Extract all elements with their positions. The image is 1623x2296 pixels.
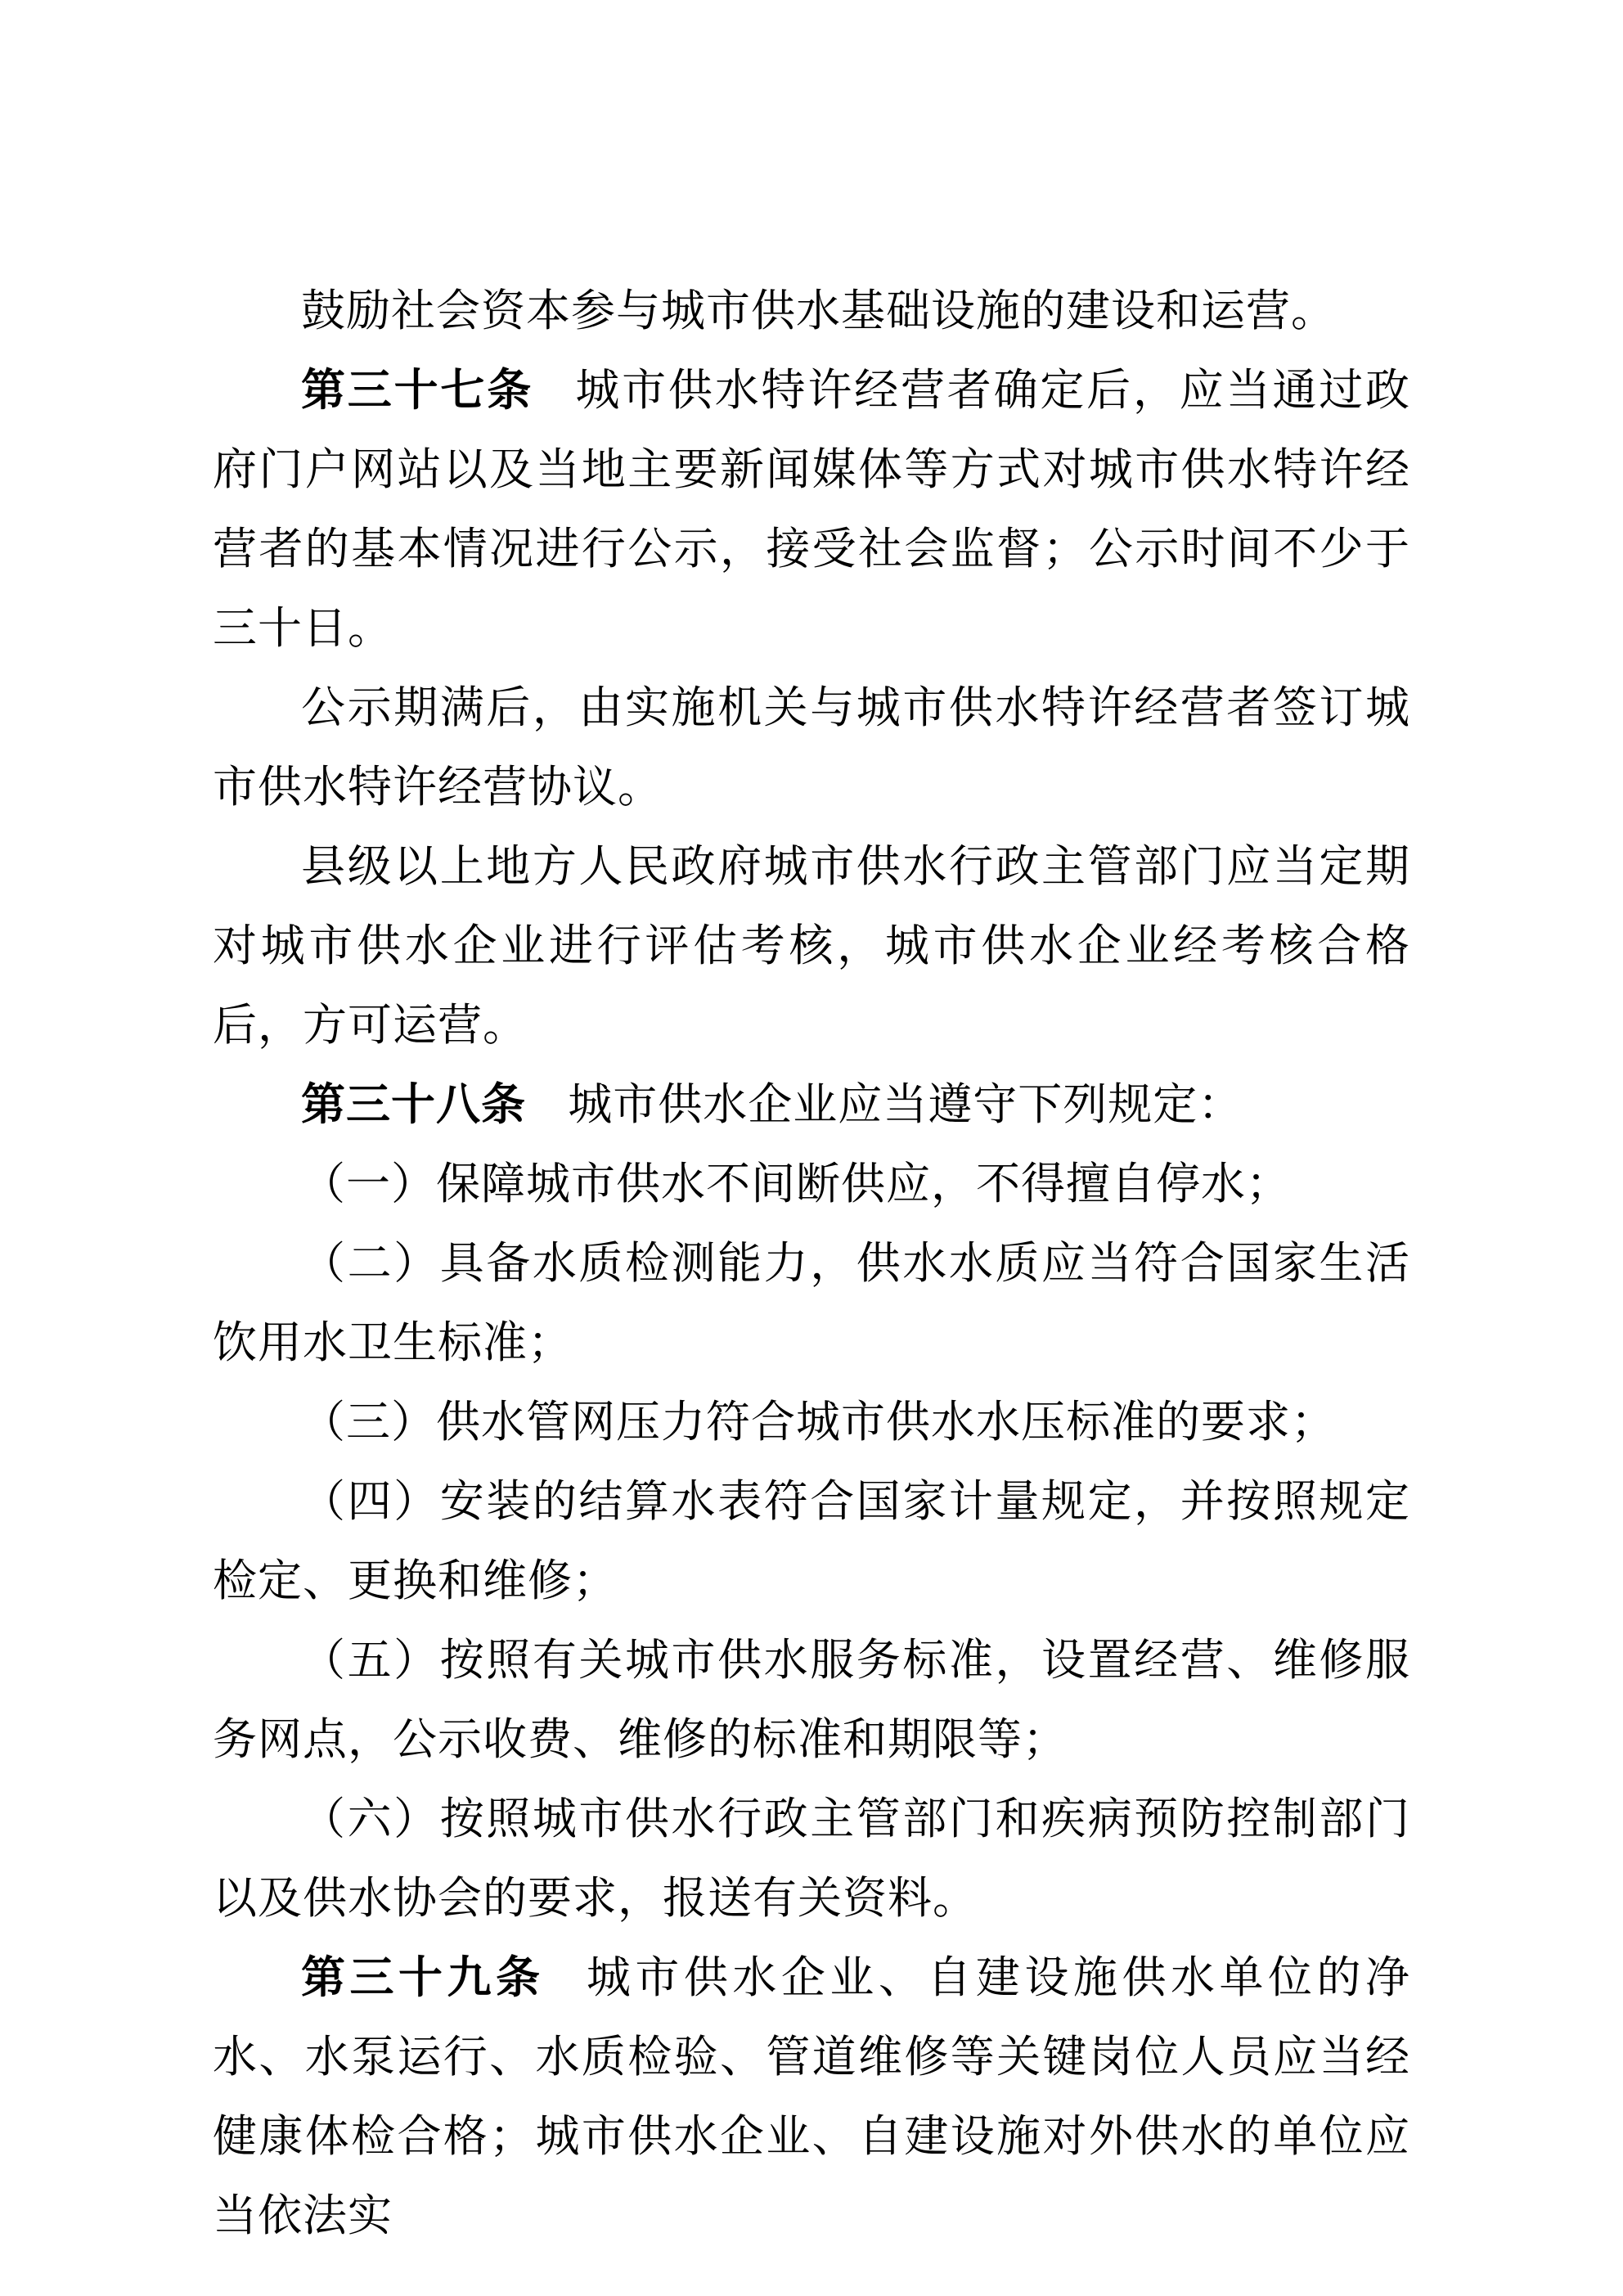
paragraph-text: （二）具备水质检测能力，供水水质应当符合国家生活饮用水卫生标准； — [213, 1239, 1410, 1367]
paragraph-item-5 — [213, 1621, 1410, 1780]
paragraph-text: （五）按照有关城市供水服务标准，设置经营、维修服务网点，公示收费、维修的标准和期限等； — [213, 1636, 1410, 1764]
paragraph-item-2 — [213, 1224, 1410, 1383]
paragraph-text: 城市供水企业应当遵守下列规定： — [568, 1080, 1243, 1129]
article-number: 第三十七条 — [301, 366, 534, 415]
paragraph-item-6 — [213, 1780, 1410, 1938]
paragraph-article-38 — [213, 1065, 1410, 1145]
paragraph-item-1 — [213, 1145, 1410, 1224]
paragraph-item-4 — [213, 1462, 1410, 1621]
paragraph-text: 鼓励社会资本参与城市供水基础设施的建设和运营。 — [301, 286, 1336, 335]
paragraph — [213, 669, 1410, 827]
paragraph-article-37 — [213, 351, 1410, 669]
paragraph-article-39 — [213, 1938, 1410, 2256]
paragraph-item-3 — [213, 1383, 1410, 1462]
paragraph — [213, 272, 1410, 351]
document-text-block — [213, 272, 1410, 2256]
article-number: 第三十八条 — [301, 1080, 526, 1129]
paragraph-text: 县级以上地方人民政府城市供水行政主管部门应当定期对城市供水企业进行评估考核，城市供水企业经考核合格后，方可运营。 — [213, 842, 1410, 1050]
paragraph-text: 城市供水特许经营者确定后，应当通过政府门户网站以及当地主要新闻媒体等方式对城市供水特许经营者的基本情况进行公示，接受社会监督；公示时间不少于三十日。 — [213, 366, 1411, 653]
paragraph-text: （三）供水管网压力符合城市供水水压标准的要求； — [301, 1398, 1336, 1447]
article-number: 第三十九条 — [301, 1953, 545, 2002]
paragraph-text: （四）安装的结算水表符合国家计量规定，并按照规定检定、更换和维修； — [213, 1477, 1410, 1605]
paragraph-text: （一）保障城市供水不间断供应，不得擅自停水； — [301, 1159, 1291, 1209]
paragraph — [213, 827, 1410, 1065]
paragraph-text: 公示期满后，由实施机关与城市供水特许经营者签订城市供水特许经营协议。 — [213, 683, 1410, 812]
paragraph-text: （六）按照城市供水行政主管部门和疾病预防控制部门以及供水协会的要求，报送有关资料。 — [213, 1794, 1410, 1923]
paragraph-text: 城市供水企业、自建设施供水单位的净水、水泵运行、水质检验、管道维修等关键岗位人员应当经健康体检合格；城市供水企业、自建设施对外供水的单位应当依法实 — [213, 1953, 1411, 2240]
